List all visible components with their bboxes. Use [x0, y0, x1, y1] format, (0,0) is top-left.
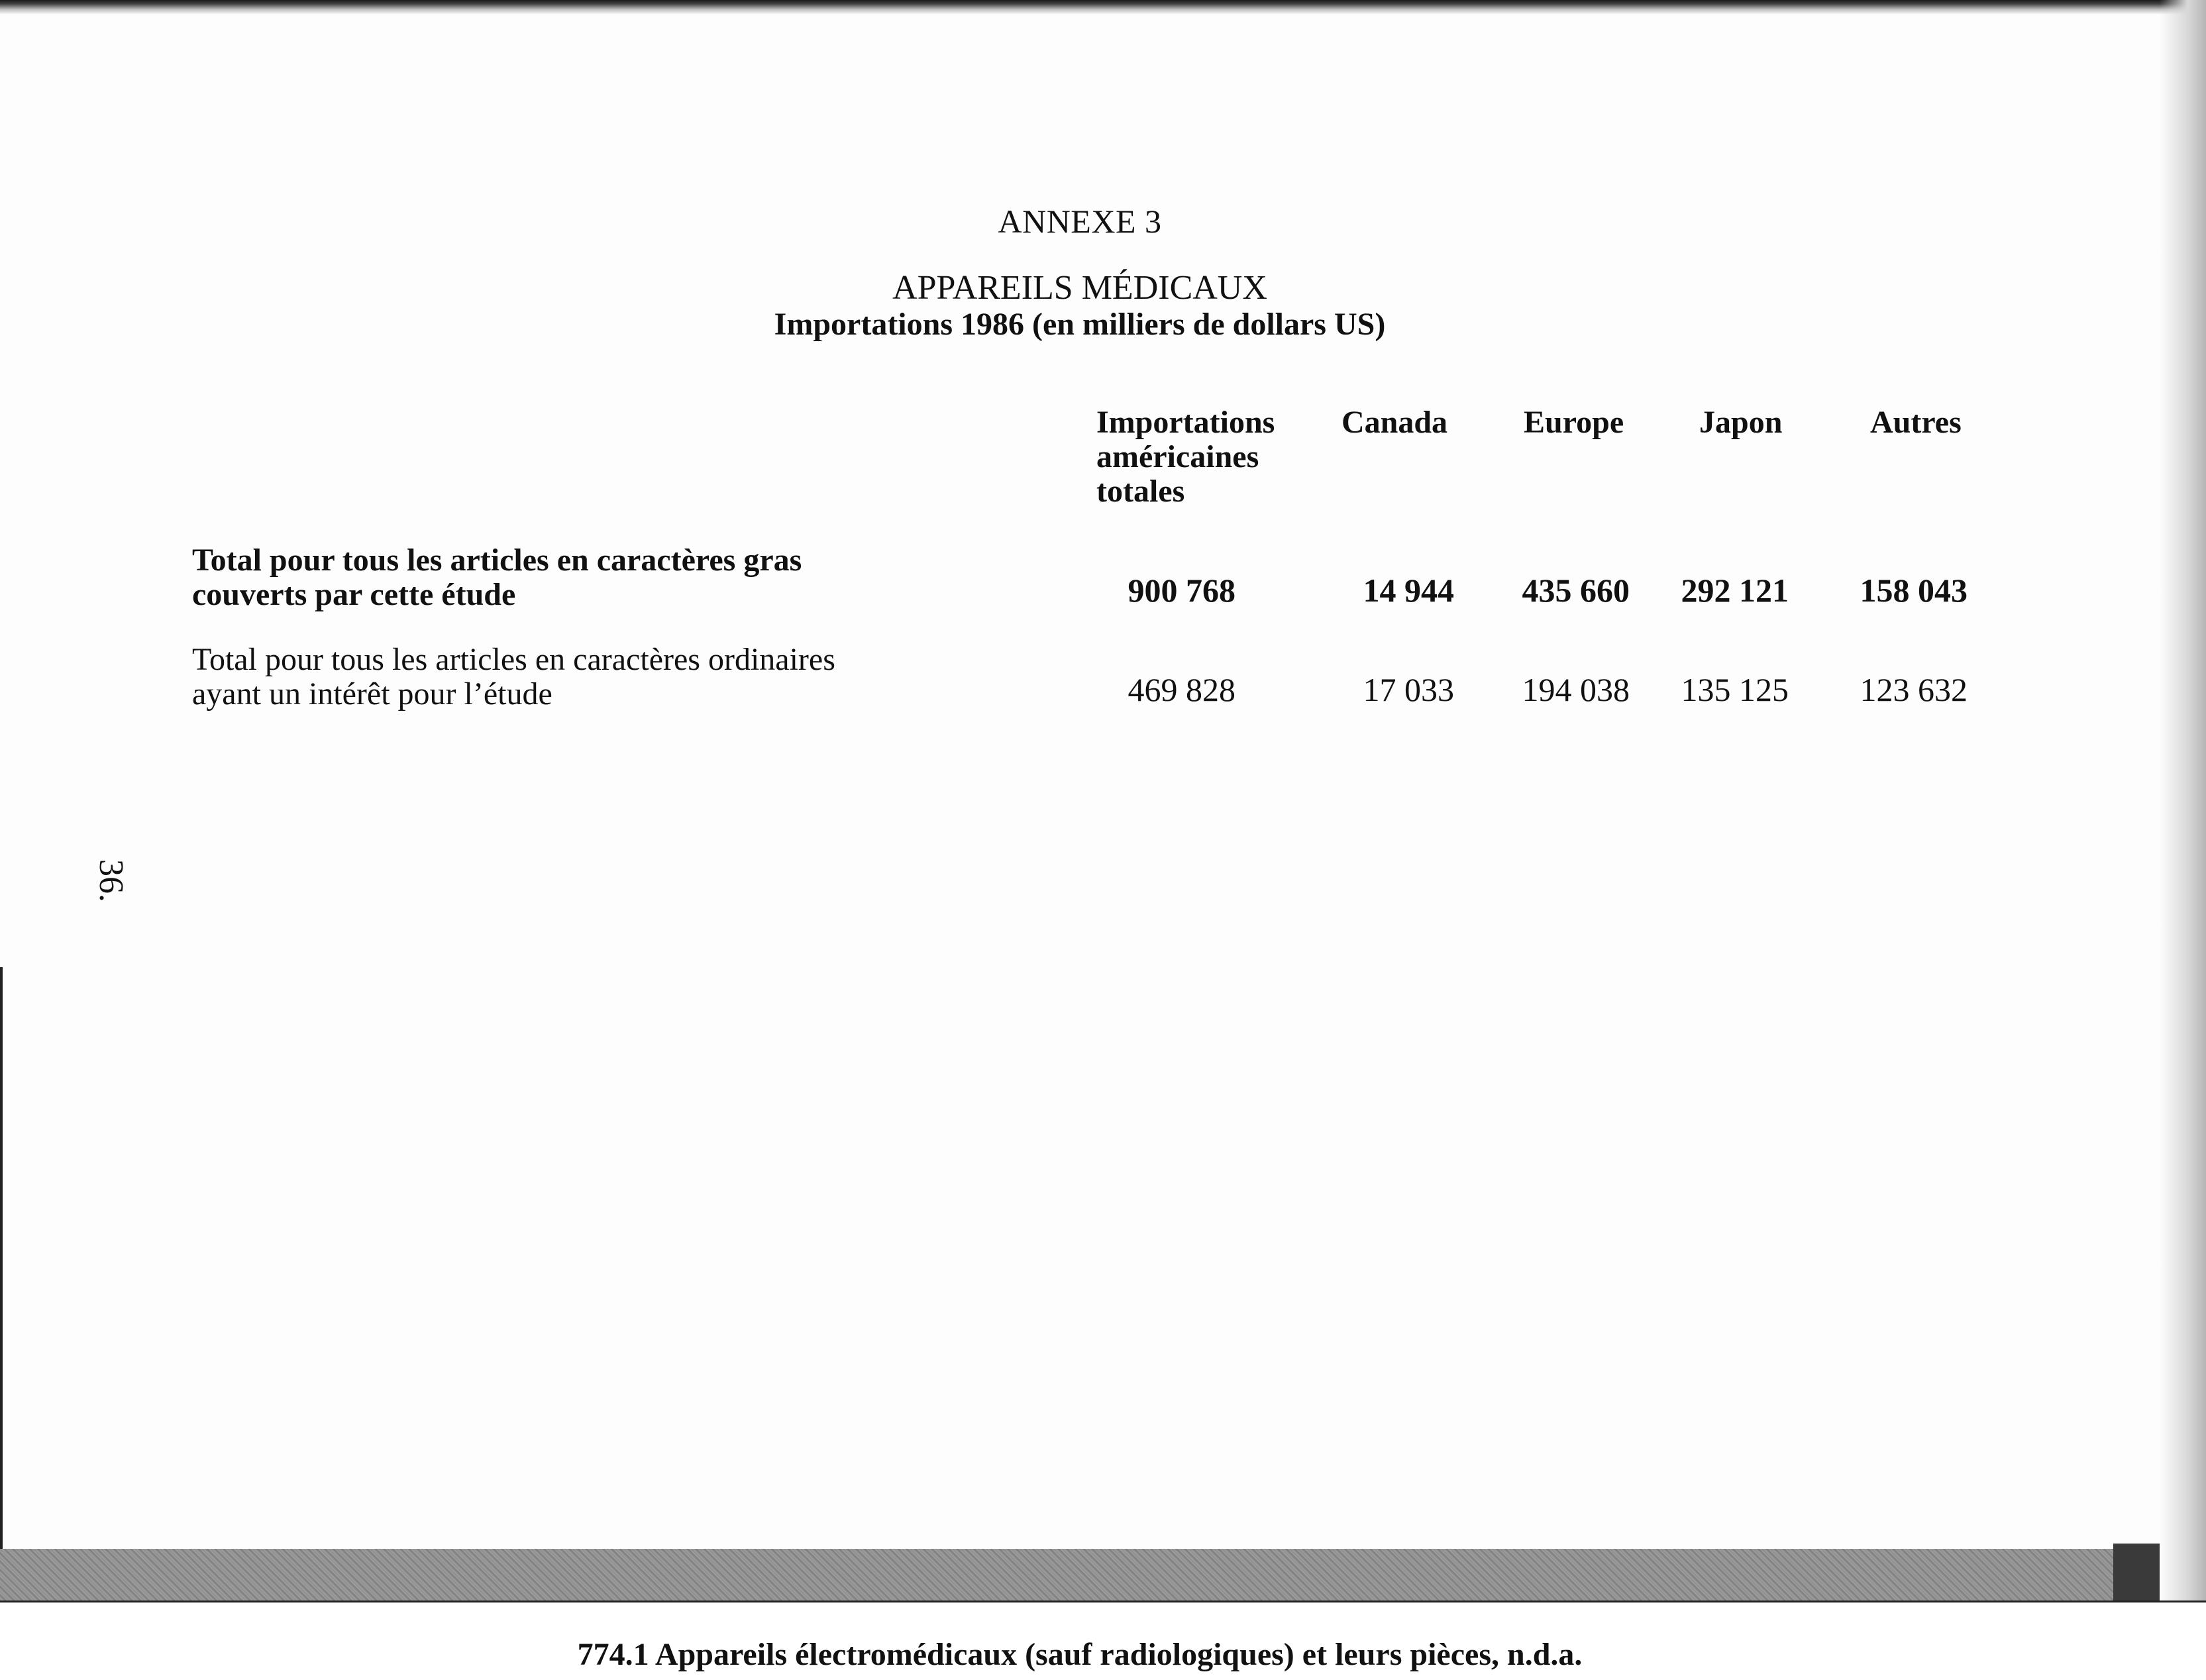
cell-row1-europe: 435 660	[1522, 572, 1630, 609]
column-header-total-line: Importations	[1096, 405, 1275, 440]
row-label-line: Total pour tous les articles en caractères gras	[192, 543, 802, 578]
page-number: 36.	[92, 859, 130, 902]
cell-row2-japon: 135 125	[1681, 671, 1789, 708]
scan-bottom-band	[0, 1549, 2160, 1601]
column-header-japon: Japon	[1699, 405, 1783, 440]
column-header-autres: Autres	[1870, 405, 1962, 440]
row-label-line: Total pour tous les articles en caractères ordinaires	[192, 642, 835, 677]
row-label-line: couverts par cette étude	[192, 577, 516, 612]
cell-row2-total: 469 828	[1128, 671, 1235, 708]
annex-title: ANNEXE 3	[998, 203, 1162, 240]
column-header-europe: Europe	[1524, 405, 1624, 440]
page-subtitle: Importations 1986 (en milliers de dollars US)	[774, 307, 1386, 342]
cell-row2-canada: 17 033	[1363, 671, 1454, 708]
scan-right-shadow	[2160, 0, 2206, 1678]
cell-row2-autres: 123 632	[1860, 671, 1968, 708]
cell-row1-total: 900 768	[1128, 572, 1235, 609]
cell-row2-europe: 194 038	[1522, 671, 1630, 708]
scan-left-border	[0, 967, 3, 1550]
cell-row1-autres: 158 043	[1860, 572, 1968, 609]
scan-bottom-corner	[2113, 1544, 2160, 1606]
scan-top-edge	[0, 0, 2206, 15]
next-page-heading: 774.1 Appareils électromédicaux (sauf radiologiques) et leurs pièces, n.d.a.	[577, 1637, 1583, 1672]
column-header-total-line: américaines	[1096, 439, 1259, 474]
column-header-canada: Canada	[1341, 405, 1448, 440]
row-label-bold-articles	[192, 543, 921, 612]
cell-row1-japon: 292 121	[1681, 572, 1789, 609]
row-label-ordinary-articles	[192, 643, 921, 711]
page-title: APPAREILS MÉDICAUX	[892, 269, 1267, 307]
column-header-total-line: totales	[1096, 474, 1185, 509]
row-label-line: ayant un intérêt pour l’étude	[192, 676, 552, 711]
column-header-total	[1096, 405, 1308, 509]
cell-row1-canada: 14 944	[1363, 572, 1454, 609]
